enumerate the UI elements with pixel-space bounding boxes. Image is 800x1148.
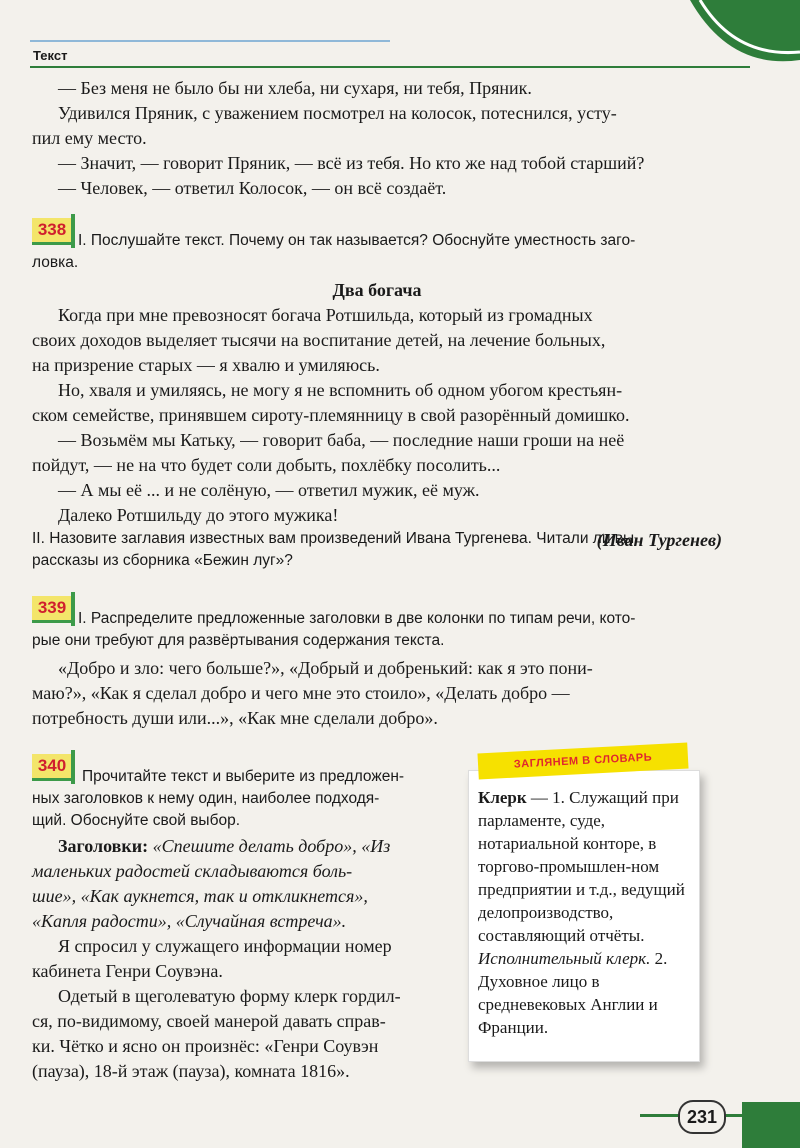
exercise-340-headings xyxy=(32,834,452,934)
text-line: Но, хваля и умиляясь, не могу я не вспомнить об одном убогом крестьян- xyxy=(58,380,623,400)
text-line: потребность души или...», «Как мне сделали добро». xyxy=(32,708,438,728)
exercise-338-task xyxy=(78,230,738,252)
text-line: кабинета Генри Соувэна. xyxy=(32,961,223,981)
text-author: (Иван Тургенев) xyxy=(596,530,722,550)
page-number: 231 xyxy=(678,1100,726,1134)
task-line: щий. Обоснуйте свой выбор. xyxy=(32,812,241,829)
task-line: ловка. xyxy=(32,254,79,271)
header-rule-green xyxy=(30,66,750,68)
footer-green-block xyxy=(742,1102,800,1148)
exercise-339-text xyxy=(32,656,722,731)
text-line: «Добро и зло: чего больше?», «Добрый и добренький: как я это пони- xyxy=(58,658,593,678)
text-line: (пауза), 18-й этаж (пауза), комната 1816». xyxy=(32,1061,350,1081)
dictionary-definition-1: — 1. Служащий при парламенте, суде, нотариальной конторе, в торгово-промышлен-ном предприятии и т.д., ведущий делопроизводство, составляющий отчёты. xyxy=(478,788,685,945)
task-line: рассказы из сборника «Бежин луг»? xyxy=(32,552,293,569)
exercise-number-badge: 340 xyxy=(32,754,72,781)
exercise-340-text xyxy=(32,934,452,1084)
dictionary-term: Клерк xyxy=(478,788,527,807)
top-text-block xyxy=(32,76,728,201)
headings-text: «Спешите делать добро», «Из xyxy=(152,836,391,856)
exercise-339-task-cont xyxy=(32,630,732,652)
exercise-badge-bar xyxy=(71,214,75,248)
text-line: пойдут, — не на что будет соли добыть, похлёбку посолить... xyxy=(32,455,501,475)
text-line: ском семействе, принявшем сироту-племянницу в свой разорённый домишко. xyxy=(32,405,630,425)
text-line: Удивился Пряник, с уважением посмотрел на колосок, потеснился, усту- xyxy=(58,103,617,123)
headings-line xyxy=(32,909,452,934)
headings-line xyxy=(32,884,452,909)
headings-text: «Капля радости», «Случайная встреча». xyxy=(32,911,347,931)
exercise-339-task xyxy=(78,608,738,630)
exercise-number-badge: 338 xyxy=(32,218,72,245)
text-line: — Возьмём мы Катьку, — говорит баба, — последние наши гроши на неё xyxy=(58,430,625,450)
exercise-number-badge: 339 xyxy=(32,596,72,623)
text-line: Одетый в щеголеватую форму клерк гордил- xyxy=(58,986,401,1006)
dictionary-example: Исполнительный клерк. xyxy=(478,949,651,968)
task-line: II. Назовите заглавия известных вам произведений Ивана Тургенева. Читали ли вы xyxy=(32,530,635,547)
text-line: — А мы её ... и не солёную, — ответил мужик, её муж. xyxy=(58,480,480,500)
exercise-338-task-cont xyxy=(32,252,732,274)
header-rule-blue xyxy=(30,40,390,42)
exercise-340-task-cont xyxy=(32,788,452,832)
headings-text: маленьких радостей складываются боль- xyxy=(32,861,353,881)
text-line: ки. Чётко и ясно он произнёс: «Генри Соувэн xyxy=(32,1036,379,1056)
task-line: ных заголовков к нему один, наиболее подходя- xyxy=(32,790,380,807)
headings-line xyxy=(32,859,452,884)
text-line: Я спросил у служащего информации номер xyxy=(58,936,392,956)
text-line: Когда при мне превозносят богача Ротшильда, который из громадных xyxy=(58,305,593,325)
text-line: ся, по-видимому, своей манерой давать справ- xyxy=(32,1011,386,1031)
text-line: пил ему место. xyxy=(32,128,147,148)
exercise-badge-bar xyxy=(71,592,75,626)
dictionary-label: ЗАГЛЯНЕМ В СЛОВАРЬ xyxy=(477,743,688,780)
exercise-338-task2 xyxy=(32,528,752,572)
dictionary-definition-2: 2. Духовное лицо в средневековых Англии и Франции. xyxy=(478,949,668,1037)
text-line: Далеко Ротшильду до этого мужика! xyxy=(58,505,339,525)
text-title: Два богача xyxy=(332,280,422,300)
task-line: Прочитайте текст и выберите из предложен- xyxy=(82,768,405,785)
task-line: I. Распределите предложенные заголовки в две колонки по типам речи, кото- xyxy=(78,610,636,627)
corner-leaf-decoration xyxy=(690,0,800,70)
task-line: рые они требуют для развёртывания содержания текста. xyxy=(32,632,445,649)
text-line: маю?», «Как я сделал добро и чего мне это стоило», «Делать добро — xyxy=(32,683,570,703)
text-line: — Значит, — говорит Пряник, — всё из тебя. Но кто же над тобой старший? xyxy=(58,153,645,173)
text-line: своих доходов выделяет тысячи на воспитание детей, на лечение больных, xyxy=(32,330,606,350)
exercise-badge-bar xyxy=(71,750,75,784)
text-line: — Без меня не было бы ни хлеба, ни сухаря, ни тебя, Пряник. xyxy=(58,78,532,98)
section-label: Текст xyxy=(33,48,68,63)
text-line: — Человек, — ответил Колосок, — он всё создаёт. xyxy=(58,178,447,198)
exercise-340-task xyxy=(82,766,452,788)
headings-text: шие», «Как аукнется, так и откликнется», xyxy=(32,886,368,906)
headings-label: Заголовки: xyxy=(58,836,149,856)
task-line: I. Послушайте текст. Почему он так называется? Обоснуйте уместность заго- xyxy=(78,232,636,249)
headings-line xyxy=(32,834,452,859)
text-line: на призрение старых — я хвалю и умиляюсь. xyxy=(32,355,380,375)
dictionary-entry xyxy=(478,786,696,1039)
exercise-338-text xyxy=(32,278,722,553)
